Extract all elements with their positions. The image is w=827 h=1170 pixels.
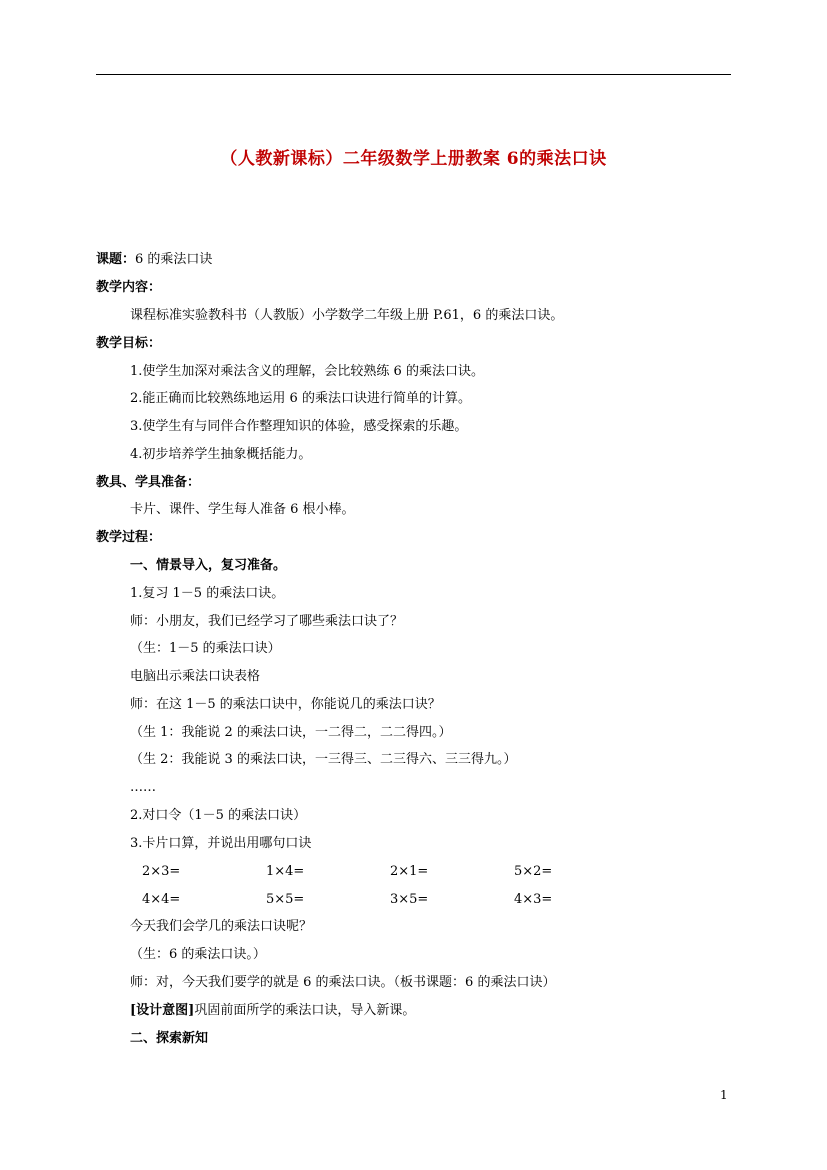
page-number: 1 <box>720 1088 728 1102</box>
card-problem: 4×4= <box>142 892 181 907</box>
lesson-label: 课题： <box>96 252 136 267</box>
goal-item: 3.使学生有与同伴合作整理知识的体验，感受探索的乐趣。 <box>130 419 468 434</box>
process-line: …… <box>130 780 156 795</box>
design-intent-line <box>130 1001 415 1021</box>
process-line: （生 2：我能说 3 的乘法口诀，一三得三、二三得六、三三得九。） <box>130 752 517 767</box>
process-line: 3.卡片口算，并说出用哪句口诀 <box>130 836 312 851</box>
process-line: 师：小朋友，我们已经学习了哪些乘法口诀了？ <box>130 614 404 629</box>
goal-item: 4.初步培养学生抽象概括能力。 <box>130 447 312 462</box>
section-heading-2: 二、探索新知 <box>130 1031 209 1046</box>
lesson-line <box>96 250 212 270</box>
process-line: 电脑出示乘法口诀表格 <box>130 669 261 684</box>
process-line: 师：对，今天我们要学的就是 6 的乘法口诀。（板书课题：6 的乘法口诀） <box>130 975 556 990</box>
card-problem: 2×1= <box>390 864 429 879</box>
process-line: （生：1－5 的乘法口诀） <box>130 641 281 656</box>
goals-label: 教学目标： <box>96 336 162 351</box>
card-problem: 2×3= <box>142 864 181 879</box>
process-line: 2.对口令（1－5 的乘法口诀） <box>130 808 307 823</box>
process-label: 教学过程： <box>96 530 162 545</box>
card-problem: 1×4= <box>266 864 305 879</box>
card-problem: 5×5= <box>266 892 305 907</box>
process-line: 师：在这 1－5 的乘法口诀中，你能说几的乘法口诀？ <box>130 697 441 712</box>
design-intent-text: 巩固前面所学的乘法口诀，导入新课。 <box>194 1003 416 1018</box>
card-problem: 5×2= <box>514 864 553 879</box>
lesson-value: 6 的乘法口诀 <box>135 252 213 267</box>
process-line: 1.复习 1－5 的乘法口诀。 <box>130 586 285 601</box>
process-line: （生：6 的乘法口诀。） <box>130 947 266 962</box>
content-text: 课程标准实验教科书（人教版）小学数学二年级上册 P.61，6 的乘法口诀。 <box>130 308 564 323</box>
header-rule <box>96 74 731 75</box>
section-heading-1: 一、情景导入，复习准备。 <box>130 558 287 573</box>
goal-item: 2.能正确而比较熟练地运用 6 的乘法口诀进行简单的计算。 <box>130 391 471 406</box>
document-title: （人教新课标）二年级数学上册教案 6的乘法口诀 <box>220 149 607 169</box>
materials-label: 教具、学具准备： <box>96 475 201 490</box>
goal-item: 1.使学生加深对乘法含义的理解，会比较熟练 6 的乘法口诀。 <box>130 364 484 379</box>
card-problem: 3×5= <box>390 892 429 907</box>
materials-text: 卡片、课件、学生每人准备 6 根小棒。 <box>130 502 355 517</box>
design-intent-label: [设计意图] <box>130 1003 195 1018</box>
process-line: （生 1：我能说 2 的乘法口诀，一二得二，二二得四。） <box>130 725 452 740</box>
content-label: 教学内容： <box>96 280 162 295</box>
process-line: 今天我们会学几的乘法口诀呢？ <box>130 919 313 934</box>
card-problem: 4×3= <box>514 892 553 907</box>
